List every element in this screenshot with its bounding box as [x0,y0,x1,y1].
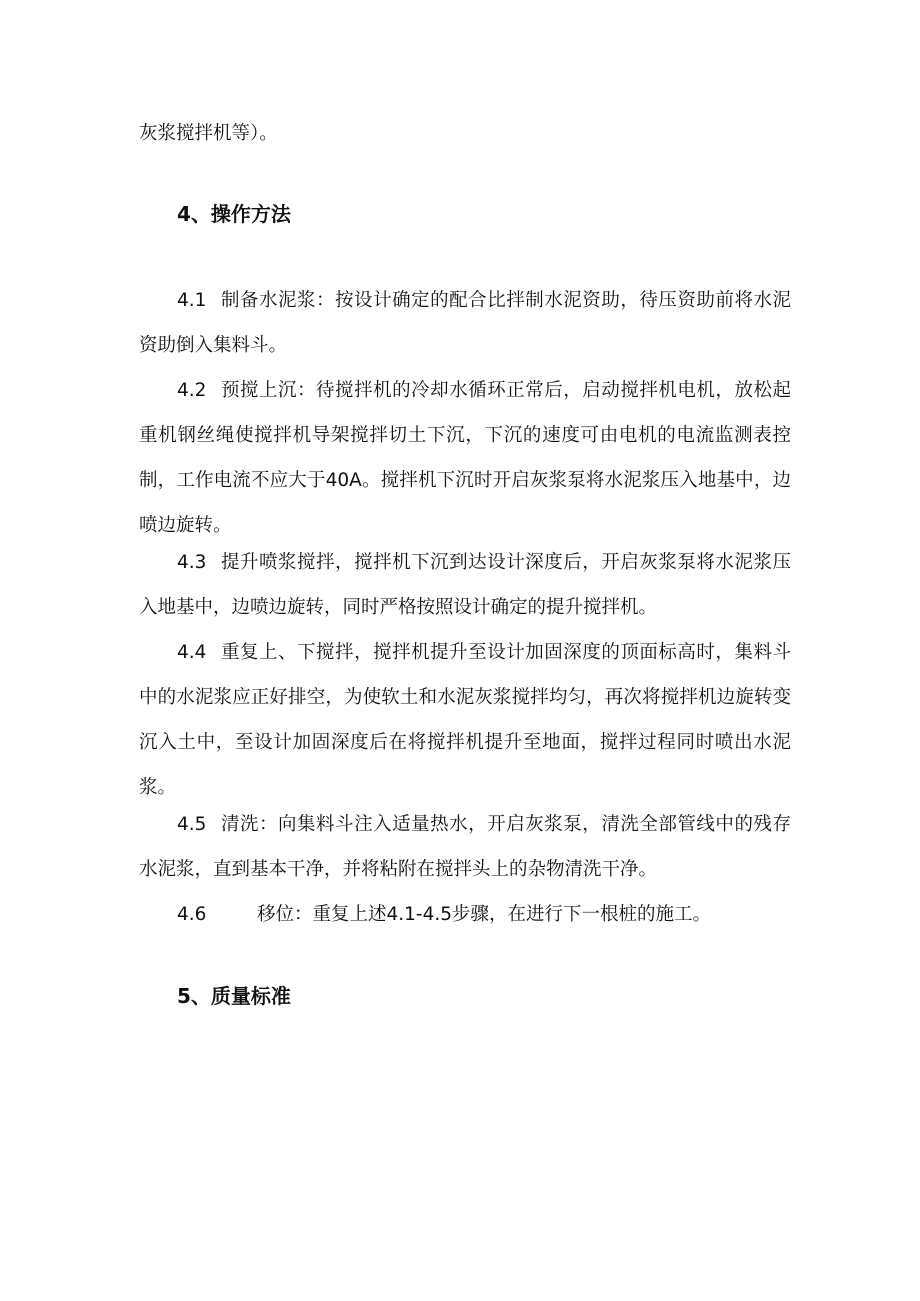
paragraph-4-6-number: 4.6 [177,904,207,925]
paragraph-text: 提升喷浆搅拌，搅拌机下沉到达设计深度后，开启灰浆泵将水泥浆压入地基中，边喷边旋转，同时严格按照设计确定的提升搅拌机。 [139,552,791,618]
paragraph-4-1 [139,278,791,368]
paragraph-number: 4.1 [177,290,207,311]
paragraph-number: 4.3 [177,552,207,573]
continuation-text: 灰浆搅拌机等）。 [139,123,278,144]
paragraph-text: 重复上、下搅拌，搅拌机提升至设计加固深度的顶面标高时，集料斗中的水泥浆应正好排空，为使软土和水泥灰浆搅拌均匀，再次将搅拌机边旋转变沉入土中，至设计加固深度后在将搅拌机提升至地面，搅拌过程同时喷出水泥浆。 [139,642,791,798]
paragraph-number: 4.2 [177,380,207,401]
paragraph-4-4 [139,630,791,810]
paragraph-number: 4.5 [177,814,207,835]
section-5-heading: 5、质量标准 [177,984,291,1008]
paragraph-number: 4.4 [177,642,207,663]
paragraph-text: 制备水泥浆：按设计确定的配合比拌制水泥资助，待压资助前将水泥资助倒入集料斗。 [139,290,791,356]
paragraph-text: 清洗：向集料斗注入适量热水，开启灰浆泵，清洗全部管线中的残存水泥浆，直到基本干净，并将粘附在搅拌头上的杂物清洗干净。 [139,814,791,880]
paragraph-4-6-text: 移位：重复上述4.1-4.5步骤，在进行下一根桩的施工。 [257,904,712,925]
paragraph-4-5 [139,802,791,892]
paragraph-4-3 [139,540,791,630]
paragraph-4-2 [139,368,791,548]
section-4-heading: 4、操作方法 [177,202,291,226]
paragraph-text: 预搅上沉：待搅拌机的冷却水循环正常后，启动搅拌机电机，放松起重机钢丝绳使搅拌机导架搅拌切土下沉，下沉的速度可由电机的电流监测表控制，工作电流不应大于40A。搅拌机下沉时开启灰浆泵将水泥浆压入地基中，边喷边旋转。 [139,380,791,536]
